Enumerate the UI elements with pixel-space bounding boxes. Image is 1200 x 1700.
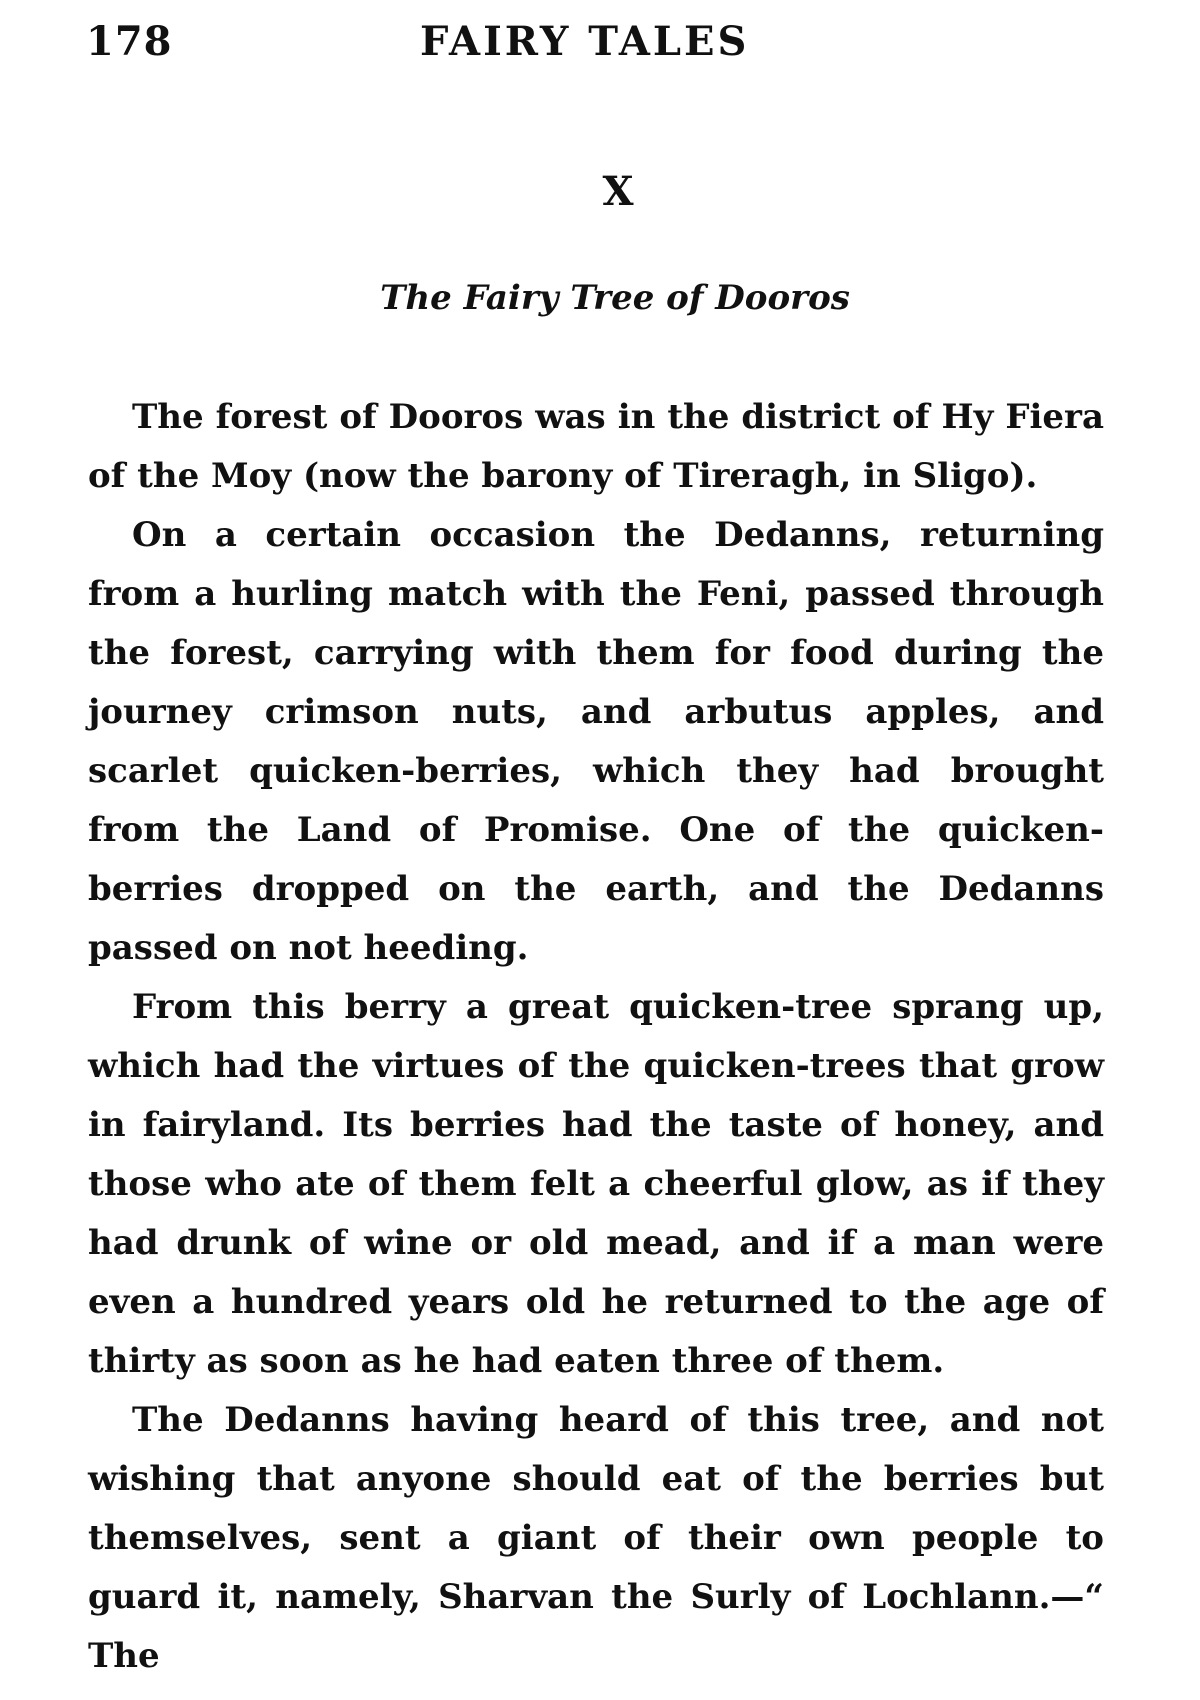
chapter-number: X xyxy=(602,168,634,215)
page-number: 178 xyxy=(86,18,173,65)
paragraph: On a certain occasion the Dedanns, returning from a hurling match with the Feni, passed through the forest, carrying with them for food during the journey crimson nuts, and arbutus apples, and scarlet quicken-berries, which they had brought from the Land of Promise. One of the quicken-berries dropped on the earth, and the Dedanns passed on not heeding. xyxy=(88,515,1104,968)
paragraph: From this berry a great quicken-tree sprang up, which had the virtues of the quicken-trees that grow in fairyland. Its berries had the taste of honey, and those who ate of them felt a cheerful glow, as if they had drunk of wine or old mead, and if a man were even a hundred years old he returned to the age of thirty as soon as he had eaten three of them. xyxy=(88,987,1104,1381)
paragraph: The Dedanns having heard of this tree, and not wishing that anyone should eat of the berries but themselves, sent a giant of their own people to guard it, namely, Sharvan the Surly of Lochlann.—“ The xyxy=(88,1400,1104,1676)
running-head: FAIRY TALES xyxy=(420,18,750,65)
paragraph: The forest of Dooros was in the district of Hy Fiera of the Moy (now the barony of Tireragh, in Sligo). xyxy=(88,397,1104,496)
chapter-title: The Fairy Tree of Dooros xyxy=(380,278,850,318)
body-text xyxy=(88,388,1104,1686)
